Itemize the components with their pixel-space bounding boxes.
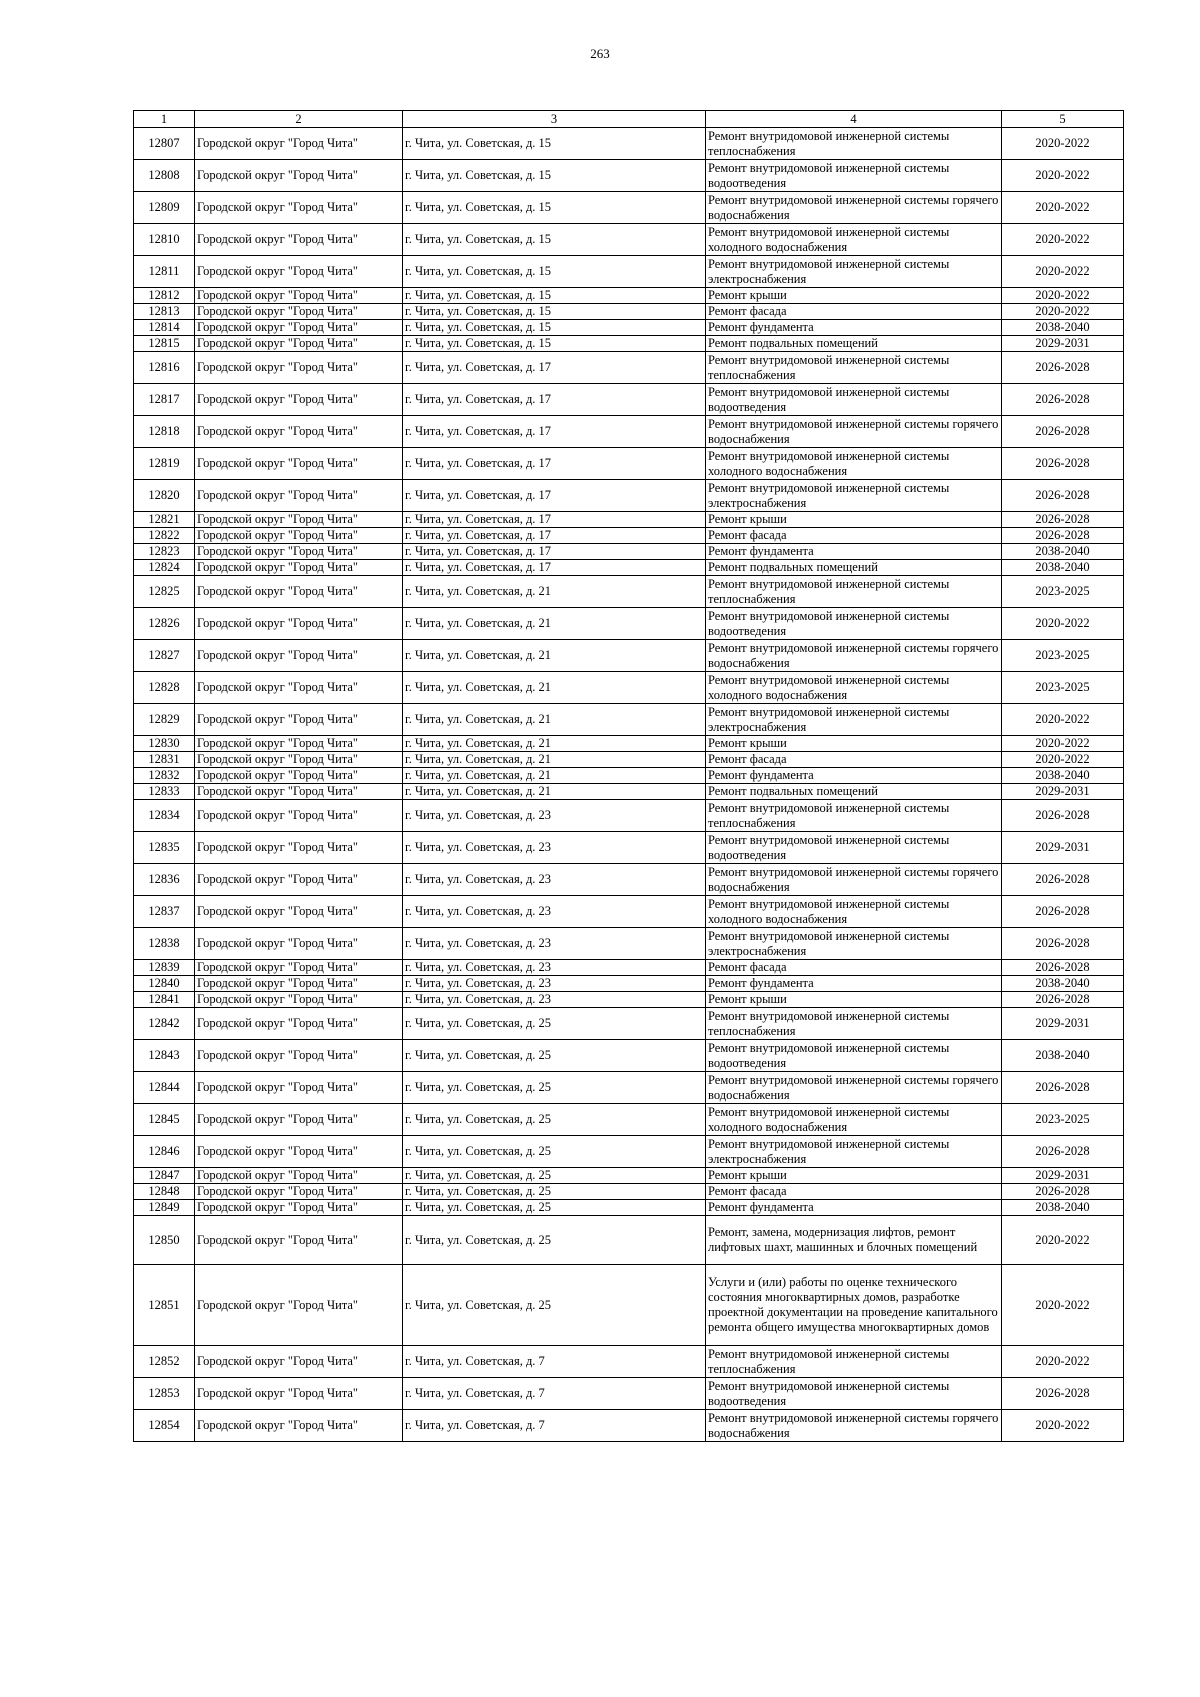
cell-period: 2020-2022 (1002, 1216, 1124, 1265)
cell-work-type: Ремонт подвальных помещений (706, 560, 1002, 576)
cell-work-type: Ремонт внутридомовой инженерной системы водоотведения (706, 384, 1002, 416)
cell-work-type: Ремонт подвальных помещений (706, 784, 1002, 800)
table-row (134, 768, 1124, 784)
cell-period: 2038-2040 (1002, 320, 1124, 336)
cell-row-number: 12829 (134, 704, 195, 736)
cell-work-type: Ремонт фундамента (706, 976, 1002, 992)
header-col-1: 1 (134, 111, 195, 128)
table-row (134, 960, 1124, 976)
cell-municipality: Городской округ "Город Чита" (195, 1008, 403, 1040)
cell-address: г. Чита, ул. Советская, д. 23 (403, 928, 706, 960)
cell-period: 2020-2022 (1002, 1410, 1124, 1442)
cell-municipality: Городской округ "Город Чита" (195, 736, 403, 752)
cell-municipality: Городской округ "Город Чита" (195, 560, 403, 576)
table-row (134, 992, 1124, 1008)
cell-municipality: Городской округ "Город Чита" (195, 768, 403, 784)
cell-address: г. Чита, ул. Советская, д. 23 (403, 960, 706, 976)
cell-period: 2023-2025 (1002, 576, 1124, 608)
cell-municipality: Городской округ "Город Чита" (195, 528, 403, 544)
cell-work-type: Ремонт фасада (706, 960, 1002, 976)
cell-work-type: Ремонт крыши (706, 288, 1002, 304)
cell-municipality: Городской округ "Город Чита" (195, 704, 403, 736)
cell-row-number: 12838 (134, 928, 195, 960)
cell-row-number: 12833 (134, 784, 195, 800)
cell-work-type: Ремонт фасада (706, 304, 1002, 320)
cell-address: г. Чита, ул. Советская, д. 17 (403, 528, 706, 544)
cell-work-type: Ремонт фундамента (706, 544, 1002, 560)
cell-municipality: Городской округ "Город Чита" (195, 864, 403, 896)
cell-municipality: Городской округ "Город Чита" (195, 384, 403, 416)
cell-work-type: Ремонт внутридомовой инженерной системы горячего водоснабжения (706, 640, 1002, 672)
cell-period: 2038-2040 (1002, 1200, 1124, 1216)
cell-period: 2026-2028 (1002, 864, 1124, 896)
cell-address: г. Чита, ул. Советская, д. 21 (403, 768, 706, 784)
cell-municipality: Городской округ "Город Чита" (195, 480, 403, 512)
cell-period: 2026-2028 (1002, 960, 1124, 976)
table-row (134, 416, 1124, 448)
cell-address: г. Чита, ул. Советская, д. 17 (403, 544, 706, 560)
table-row (134, 1008, 1124, 1040)
cell-address: г. Чита, ул. Советская, д. 15 (403, 160, 706, 192)
cell-row-number: 12808 (134, 160, 195, 192)
cell-address: г. Чита, ул. Советская, д. 21 (403, 752, 706, 768)
cell-row-number: 12852 (134, 1346, 195, 1378)
table-row (134, 672, 1124, 704)
cell-work-type: Ремонт фундамента (706, 768, 1002, 784)
cell-work-type: Ремонт внутридомовой инженерной системы холодного водоснабжения (706, 448, 1002, 480)
cell-period: 2026-2028 (1002, 992, 1124, 1008)
cell-row-number: 12850 (134, 1216, 195, 1265)
cell-address: г. Чита, ул. Советская, д. 17 (403, 352, 706, 384)
cell-period: 2020-2022 (1002, 1265, 1124, 1346)
cell-address: г. Чита, ул. Советская, д. 21 (403, 576, 706, 608)
cell-period: 2020-2022 (1002, 752, 1124, 768)
cell-period: 2026-2028 (1002, 1378, 1124, 1410)
cell-municipality: Городской округ "Город Чита" (195, 784, 403, 800)
table-row (134, 304, 1124, 320)
cell-period: 2026-2028 (1002, 1184, 1124, 1200)
cell-period: 2029-2031 (1002, 1168, 1124, 1184)
cell-work-type: Ремонт внутридомовой инженерной системы водоотведения (706, 1378, 1002, 1410)
table-row (134, 576, 1124, 608)
cell-period: 2023-2025 (1002, 1104, 1124, 1136)
cell-row-number: 12851 (134, 1265, 195, 1346)
cell-row-number: 12836 (134, 864, 195, 896)
cell-work-type: Ремонт внутридомовой инженерной системы холодного водоснабжения (706, 896, 1002, 928)
table-row (134, 976, 1124, 992)
cell-period: 2029-2031 (1002, 336, 1124, 352)
cell-period: 2029-2031 (1002, 832, 1124, 864)
cell-work-type: Ремонт внутридомовой инженерной системы теплоснабжения (706, 1346, 1002, 1378)
cell-row-number: 12840 (134, 976, 195, 992)
cell-row-number: 12847 (134, 1168, 195, 1184)
cell-address: г. Чита, ул. Советская, д. 21 (403, 608, 706, 640)
cell-address: г. Чита, ул. Советская, д. 21 (403, 704, 706, 736)
cell-address: г. Чита, ул. Советская, д. 25 (403, 1216, 706, 1265)
cell-address: г. Чита, ул. Советская, д. 17 (403, 560, 706, 576)
cell-address: г. Чита, ул. Советская, д. 23 (403, 832, 706, 864)
cell-period: 2026-2028 (1002, 928, 1124, 960)
cell-address: г. Чита, ул. Советская, д. 7 (403, 1378, 706, 1410)
cell-row-number: 12814 (134, 320, 195, 336)
cell-municipality: Городской округ "Город Чита" (195, 976, 403, 992)
cell-address: г. Чита, ул. Советская, д. 25 (403, 1072, 706, 1104)
table-row (134, 1200, 1124, 1216)
cell-address: г. Чита, ул. Советская, д. 25 (403, 1136, 706, 1168)
cell-row-number: 12854 (134, 1410, 195, 1442)
cell-period: 2020-2022 (1002, 192, 1124, 224)
cell-period: 2020-2022 (1002, 1346, 1124, 1378)
cell-address: г. Чита, ул. Советская, д. 25 (403, 1104, 706, 1136)
cell-row-number: 12848 (134, 1184, 195, 1200)
cell-period: 2020-2022 (1002, 704, 1124, 736)
cell-work-type: Ремонт крыши (706, 1168, 1002, 1184)
table-row (134, 800, 1124, 832)
cell-work-type: Ремонт фасада (706, 528, 1002, 544)
cell-period: 2038-2040 (1002, 768, 1124, 784)
cell-address: г. Чита, ул. Советская, д. 23 (403, 864, 706, 896)
cell-row-number: 12816 (134, 352, 195, 384)
cell-municipality: Городской округ "Город Чита" (195, 752, 403, 768)
cell-work-type: Ремонт внутридомовой инженерной системы водоотведения (706, 608, 1002, 640)
cell-row-number: 12827 (134, 640, 195, 672)
table-row (134, 560, 1124, 576)
table-row (134, 544, 1124, 560)
cell-work-type: Ремонт внутридомовой инженерной системы горячего водоснабжения (706, 864, 1002, 896)
cell-municipality: Городской округ "Город Чита" (195, 128, 403, 160)
table-row (134, 256, 1124, 288)
cell-row-number: 12839 (134, 960, 195, 976)
cell-municipality: Городской округ "Город Чита" (195, 1265, 403, 1346)
cell-row-number: 12822 (134, 528, 195, 544)
table-row (134, 336, 1124, 352)
cell-work-type: Ремонт, замена, модернизация лифтов, ремонт лифтовых шахт, машинных и блочных помещений (706, 1216, 1002, 1265)
cell-municipality: Городской округ "Город Чита" (195, 256, 403, 288)
cell-period: 2029-2031 (1002, 1008, 1124, 1040)
cell-row-number: 12823 (134, 544, 195, 560)
cell-work-type: Ремонт внутридомовой инженерной системы холодного водоснабжения (706, 1104, 1002, 1136)
cell-row-number: 12853 (134, 1378, 195, 1410)
cell-work-type: Ремонт внутридомовой инженерной системы электроснабжения (706, 928, 1002, 960)
table-row (134, 736, 1124, 752)
cell-address: г. Чита, ул. Советская, д. 15 (403, 320, 706, 336)
cell-address: г. Чита, ул. Советская, д. 25 (403, 1008, 706, 1040)
table-row (134, 752, 1124, 768)
cell-address: г. Чита, ул. Советская, д. 23 (403, 896, 706, 928)
cell-work-type: Ремонт фасада (706, 752, 1002, 768)
cell-work-type: Ремонт внутридомовой инженерной системы водоотведения (706, 1040, 1002, 1072)
cell-municipality: Городской округ "Город Чита" (195, 352, 403, 384)
table-row (134, 448, 1124, 480)
cell-address: г. Чита, ул. Советская, д. 21 (403, 736, 706, 752)
cell-period: 2026-2028 (1002, 352, 1124, 384)
cell-work-type: Ремонт внутридомовой инженерной системы холодного водоснабжения (706, 224, 1002, 256)
cell-row-number: 12837 (134, 896, 195, 928)
cell-row-number: 12818 (134, 416, 195, 448)
cell-municipality: Городской округ "Город Чита" (195, 320, 403, 336)
cell-period: 2026-2028 (1002, 528, 1124, 544)
cell-row-number: 12809 (134, 192, 195, 224)
cell-row-number: 12849 (134, 1200, 195, 1216)
cell-period: 2038-2040 (1002, 976, 1124, 992)
table-row (134, 384, 1124, 416)
cell-period: 2026-2028 (1002, 800, 1124, 832)
cell-work-type: Ремонт внутридомовой инженерной системы электроснабжения (706, 704, 1002, 736)
cell-row-number: 12807 (134, 128, 195, 160)
cell-municipality: Городской округ "Город Чита" (195, 336, 403, 352)
cell-municipality: Городской округ "Город Чита" (195, 1216, 403, 1265)
table-row (134, 1136, 1124, 1168)
cell-address: г. Чита, ул. Советская, д. 17 (403, 480, 706, 512)
table-row (134, 512, 1124, 528)
cell-address: г. Чита, ул. Советская, д. 25 (403, 1184, 706, 1200)
table-row (134, 1168, 1124, 1184)
cell-municipality: Городской округ "Город Чита" (195, 448, 403, 480)
cell-work-type: Ремонт внутридомовой инженерной системы электроснабжения (706, 480, 1002, 512)
cell-period: 2020-2022 (1002, 304, 1124, 320)
cell-municipality: Городской округ "Город Чита" (195, 928, 403, 960)
table-row (134, 608, 1124, 640)
cell-municipality: Городской округ "Город Чита" (195, 288, 403, 304)
cell-work-type: Ремонт фундамента (706, 320, 1002, 336)
cell-work-type: Ремонт внутридомовой инженерной системы теплоснабжения (706, 1008, 1002, 1040)
cell-municipality: Городской округ "Город Чита" (195, 800, 403, 832)
cell-address: г. Чита, ул. Советская, д. 25 (403, 1265, 706, 1346)
cell-work-type: Ремонт внутридомовой инженерной системы горячего водоснабжения (706, 192, 1002, 224)
table-header-row (134, 111, 1124, 128)
cell-row-number: 12824 (134, 560, 195, 576)
cell-row-number: 12819 (134, 448, 195, 480)
cell-address: г. Чита, ул. Советская, д. 21 (403, 672, 706, 704)
cell-municipality: Городской округ "Город Чита" (195, 1346, 403, 1378)
cell-municipality: Городской округ "Город Чита" (195, 1040, 403, 1072)
cell-address: г. Чита, ул. Советская, д. 15 (403, 224, 706, 256)
cell-municipality: Городской округ "Город Чита" (195, 1410, 403, 1442)
cell-period: 2020-2022 (1002, 128, 1124, 160)
cell-address: г. Чита, ул. Советская, д. 17 (403, 416, 706, 448)
cell-municipality: Городской округ "Город Чита" (195, 224, 403, 256)
cell-row-number: 12844 (134, 1072, 195, 1104)
cell-municipality: Городской округ "Город Чита" (195, 1104, 403, 1136)
cell-row-number: 12831 (134, 752, 195, 768)
cell-work-type: Ремонт внутридомовой инженерной системы горячего водоснабжения (706, 1410, 1002, 1442)
table-row (134, 832, 1124, 864)
cell-work-type: Ремонт внутридомовой инженерной системы теплоснабжения (706, 800, 1002, 832)
cell-period: 2026-2028 (1002, 512, 1124, 528)
repair-schedule-table (133, 110, 1124, 1442)
table-row (134, 288, 1124, 304)
cell-row-number: 12841 (134, 992, 195, 1008)
cell-row-number: 12842 (134, 1008, 195, 1040)
table-row (134, 1346, 1124, 1378)
cell-work-type: Ремонт внутридомовой инженерной системы горячего водоснабжения (706, 416, 1002, 448)
cell-period: 2026-2028 (1002, 448, 1124, 480)
cell-period: 2038-2040 (1002, 544, 1124, 560)
cell-municipality: Городской округ "Город Чита" (195, 896, 403, 928)
cell-work-type: Услуги и (или) работы по оценке технического состояния многоквартирных домов, разработке проектной документации на проведение капитального ремонта общего имущества многоквартирных домов (706, 1265, 1002, 1346)
cell-municipality: Городской округ "Город Чита" (195, 672, 403, 704)
table-row (134, 928, 1124, 960)
table-row (134, 784, 1124, 800)
cell-period: 2020-2022 (1002, 224, 1124, 256)
cell-period: 2029-2031 (1002, 784, 1124, 800)
table-row (134, 352, 1124, 384)
header-col-5: 5 (1002, 111, 1124, 128)
cell-address: г. Чита, ул. Советская, д. 17 (403, 448, 706, 480)
cell-period: 2023-2025 (1002, 640, 1124, 672)
table-row (134, 320, 1124, 336)
cell-address: г. Чита, ул. Советская, д. 15 (403, 288, 706, 304)
cell-municipality: Городской округ "Город Чита" (195, 832, 403, 864)
header-col-4: 4 (706, 111, 1002, 128)
table-row (134, 1184, 1124, 1200)
cell-address: г. Чита, ул. Советская, д. 7 (403, 1410, 706, 1442)
cell-work-type: Ремонт крыши (706, 512, 1002, 528)
table-row (134, 1378, 1124, 1410)
cell-work-type: Ремонт внутридомовой инженерной системы электроснабжения (706, 256, 1002, 288)
cell-work-type: Ремонт фундамента (706, 1200, 1002, 1216)
cell-work-type: Ремонт крыши (706, 992, 1002, 1008)
cell-address: г. Чита, ул. Советская, д. 15 (403, 192, 706, 224)
header-col-3: 3 (403, 111, 706, 128)
header-col-2: 2 (195, 111, 403, 128)
table-row (134, 224, 1124, 256)
cell-work-type: Ремонт внутридомовой инженерной системы холодного водоснабжения (706, 672, 1002, 704)
cell-period: 2020-2022 (1002, 256, 1124, 288)
cell-address: г. Чита, ул. Советская, д. 7 (403, 1346, 706, 1378)
cell-municipality: Городской округ "Город Чита" (195, 512, 403, 528)
cell-period: 2020-2022 (1002, 288, 1124, 304)
cell-row-number: 12813 (134, 304, 195, 320)
cell-municipality: Городской округ "Город Чита" (195, 992, 403, 1008)
cell-period: 2020-2022 (1002, 160, 1124, 192)
cell-period: 2038-2040 (1002, 560, 1124, 576)
cell-municipality: Городской округ "Город Чита" (195, 1168, 403, 1184)
cell-row-number: 12834 (134, 800, 195, 832)
cell-work-type: Ремонт крыши (706, 736, 1002, 752)
cell-municipality: Городской округ "Город Чита" (195, 640, 403, 672)
cell-address: г. Чита, ул. Советская, д. 21 (403, 640, 706, 672)
cell-municipality: Городской округ "Город Чита" (195, 1184, 403, 1200)
table-row (134, 1265, 1124, 1346)
cell-row-number: 12828 (134, 672, 195, 704)
page-number: 263 (590, 46, 610, 61)
cell-row-number: 12846 (134, 1136, 195, 1168)
table-row (134, 1072, 1124, 1104)
cell-address: г. Чита, ул. Советская, д. 15 (403, 336, 706, 352)
cell-row-number: 12811 (134, 256, 195, 288)
table-row (134, 640, 1124, 672)
table-row (134, 704, 1124, 736)
cell-address: г. Чита, ул. Советская, д. 25 (403, 1168, 706, 1184)
cell-municipality: Городской округ "Город Чита" (195, 192, 403, 224)
cell-work-type: Ремонт внутридомовой инженерной системы электроснабжения (706, 1136, 1002, 1168)
table-row (134, 896, 1124, 928)
cell-work-type: Ремонт внутридомовой инженерной системы теплоснабжения (706, 352, 1002, 384)
cell-row-number: 12820 (134, 480, 195, 512)
table-row (134, 192, 1124, 224)
cell-row-number: 12826 (134, 608, 195, 640)
cell-work-type: Ремонт внутридомовой инженерной системы водоотведения (706, 160, 1002, 192)
table-row (134, 480, 1124, 512)
cell-row-number: 12825 (134, 576, 195, 608)
cell-period: 2026-2028 (1002, 896, 1124, 928)
cell-municipality: Городской округ "Город Чита" (195, 1200, 403, 1216)
cell-period: 2026-2028 (1002, 416, 1124, 448)
table-row (134, 528, 1124, 544)
cell-address: г. Чита, ул. Советская, д. 15 (403, 128, 706, 160)
cell-address: г. Чита, ул. Советская, д. 23 (403, 976, 706, 992)
cell-row-number: 12815 (134, 336, 195, 352)
cell-address: г. Чита, ул. Советская, д. 25 (403, 1040, 706, 1072)
cell-work-type: Ремонт внутридомовой инженерной системы водоотведения (706, 832, 1002, 864)
cell-municipality: Городской округ "Город Чита" (195, 1136, 403, 1168)
cell-period: 2026-2028 (1002, 480, 1124, 512)
cell-period: 2023-2025 (1002, 672, 1124, 704)
cell-work-type: Ремонт внутридомовой инженерной системы теплоснабжения (706, 128, 1002, 160)
table-row (134, 1104, 1124, 1136)
cell-row-number: 12810 (134, 224, 195, 256)
cell-period: 2038-2040 (1002, 1040, 1124, 1072)
cell-row-number: 12830 (134, 736, 195, 752)
cell-address: г. Чита, ул. Советская, д. 23 (403, 800, 706, 832)
cell-period: 2026-2028 (1002, 384, 1124, 416)
cell-row-number: 12835 (134, 832, 195, 864)
cell-address: г. Чита, ул. Советская, д. 25 (403, 1200, 706, 1216)
cell-row-number: 12832 (134, 768, 195, 784)
cell-municipality: Городской округ "Город Чита" (195, 416, 403, 448)
cell-municipality: Городской округ "Город Чита" (195, 160, 403, 192)
cell-address: г. Чита, ул. Советская, д. 23 (403, 992, 706, 1008)
table-row (134, 1216, 1124, 1265)
cell-period: 2020-2022 (1002, 736, 1124, 752)
cell-work-type: Ремонт внутридомовой инженерной системы горячего водоснабжения (706, 1072, 1002, 1104)
cell-row-number: 12845 (134, 1104, 195, 1136)
cell-address: г. Чита, ул. Советская, д. 17 (403, 384, 706, 416)
cell-municipality: Городской округ "Город Чита" (195, 544, 403, 560)
table-row (134, 160, 1124, 192)
cell-address: г. Чита, ул. Советская, д. 21 (403, 784, 706, 800)
cell-row-number: 12817 (134, 384, 195, 416)
cell-period: 2026-2028 (1002, 1136, 1124, 1168)
cell-row-number: 12812 (134, 288, 195, 304)
cell-municipality: Городской округ "Город Чита" (195, 1378, 403, 1410)
cell-municipality: Городской округ "Город Чита" (195, 1072, 403, 1104)
cell-municipality: Городской округ "Город Чита" (195, 576, 403, 608)
cell-address: г. Чита, ул. Советская, д. 17 (403, 512, 706, 528)
table-row (134, 128, 1124, 160)
cell-municipality: Городской округ "Город Чита" (195, 960, 403, 976)
cell-work-type: Ремонт подвальных помещений (706, 336, 1002, 352)
cell-work-type: Ремонт фасада (706, 1184, 1002, 1200)
cell-address: г. Чита, ул. Советская, д. 15 (403, 304, 706, 320)
cell-address: г. Чита, ул. Советская, д. 15 (403, 256, 706, 288)
table-row (134, 864, 1124, 896)
cell-period: 2026-2028 (1002, 1072, 1124, 1104)
table-row (134, 1410, 1124, 1442)
cell-municipality: Городской округ "Город Чита" (195, 608, 403, 640)
cell-row-number: 12821 (134, 512, 195, 528)
cell-period: 2020-2022 (1002, 608, 1124, 640)
cell-municipality: Городской округ "Город Чита" (195, 304, 403, 320)
table-row (134, 1040, 1124, 1072)
cell-row-number: 12843 (134, 1040, 195, 1072)
cell-work-type: Ремонт внутридомовой инженерной системы теплоснабжения (706, 576, 1002, 608)
